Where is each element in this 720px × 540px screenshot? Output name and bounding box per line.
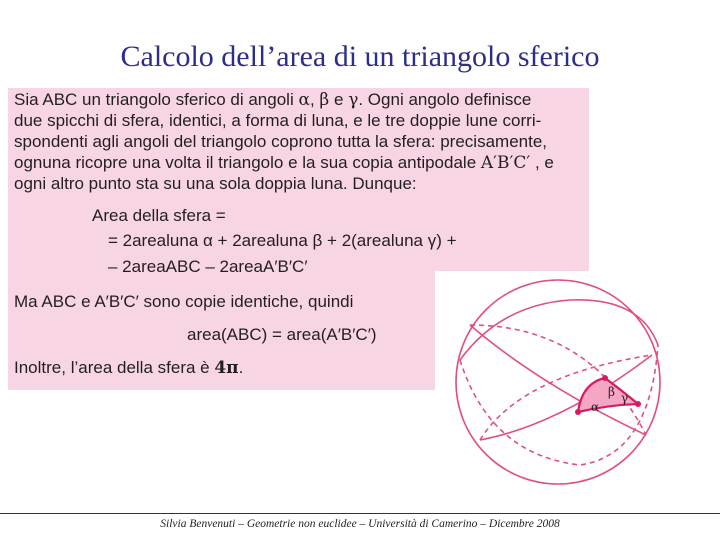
alpha-symbol: α xyxy=(298,90,310,110)
area-equation: area(ABC) = area(A′B′C′) xyxy=(187,325,377,344)
page-title: Calcolo dell’area di un triangolo sferico xyxy=(120,40,600,73)
formula-line-2: = 2arealuna α + 2arealuna β + 2(arealuna γ) + xyxy=(108,231,457,250)
conclusion-text: Inoltre, l’area della sfera è xyxy=(14,358,210,377)
paragraph-line-5: ogni altro punto sta su una sola doppia luna. Dunque: xyxy=(14,174,417,193)
comma: , xyxy=(309,90,315,109)
vertex-b xyxy=(602,375,608,381)
antipodal-triangle-label: A′B′C′ xyxy=(480,153,531,173)
and-word: e xyxy=(333,90,344,109)
paragraph-line-3: spondenti agli angoli del triangolo coprono tutta la sfera: precisamente, xyxy=(14,132,548,151)
four-pi: 4π xyxy=(214,358,239,378)
paragraph-text: ognuna ricopre una volta il triangolo e la sua copia antipodale xyxy=(14,153,477,172)
paragraph-text: Sia ABC un triangolo sferico di angoli xyxy=(14,90,294,109)
footer-credit: Silvia Benvenuti – Geometrie non euclidee – Università di Camerino – Dicembre 2008 xyxy=(160,518,560,530)
paragraph-line-2: due spicchi di sfera, identici, a forma di luna, e le tre doppie lune corri- xyxy=(14,111,542,130)
paragraph-text: . Ogni angolo definisce xyxy=(358,90,532,109)
angle-alpha-label: α xyxy=(591,400,600,414)
formula-line-1: Area della sfera = xyxy=(92,206,226,225)
formula-line-3: – 2areaABC – 2areaA′B′C′ xyxy=(108,257,308,276)
beta-symbol: β xyxy=(319,90,330,110)
sphere-figure xyxy=(440,265,680,505)
paragraph-text: , e xyxy=(534,153,554,172)
paragraph-line-4 xyxy=(14,153,554,174)
vertex-a xyxy=(575,409,581,415)
period: . xyxy=(238,358,244,377)
angle-beta-label: β xyxy=(608,385,615,399)
paragraph-line-1 xyxy=(14,90,531,111)
vertex-c xyxy=(635,401,641,407)
conclusion-line-1: Ma ABC e A′B′C′ sono copie identiche, quindi xyxy=(14,292,354,311)
angle-gamma-label: γ xyxy=(621,391,629,405)
conclusion-line-3 xyxy=(14,358,243,379)
footer-divider xyxy=(0,513,720,514)
gamma-symbol: γ xyxy=(348,90,359,110)
